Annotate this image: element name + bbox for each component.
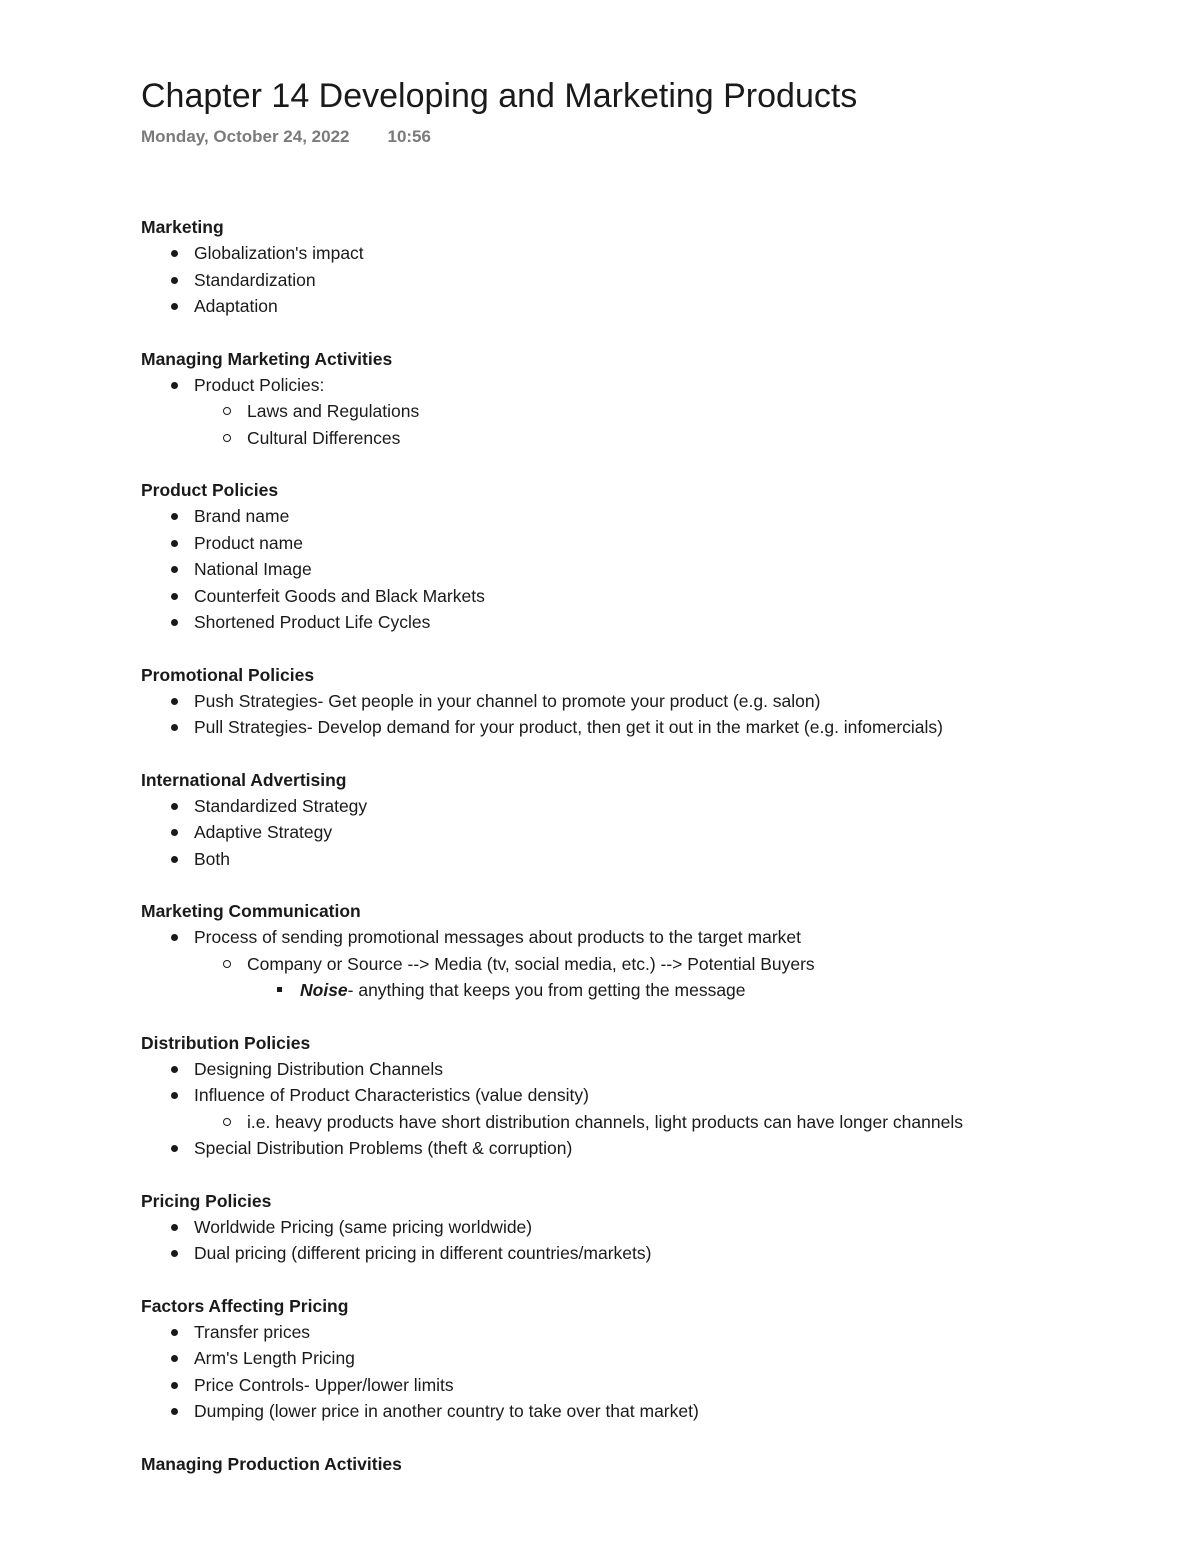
section-heading: Factors Affecting Pricing: [141, 1295, 349, 1316]
list-item: [141, 924, 1141, 1004]
section-heading: Managing Production Activities: [141, 1453, 402, 1474]
list-item: Standardized Strategy: [141, 793, 1141, 820]
section-marketing: [141, 214, 1141, 320]
list-item: Shortened Product Life Cycles: [141, 609, 1141, 636]
bullet-list: [141, 793, 1141, 873]
list-item: Adaptation: [141, 293, 1141, 320]
term-noise: Noise: [300, 980, 348, 1000]
list-item: Adaptive Strategy: [141, 819, 1141, 846]
list-item: Product name: [141, 530, 1141, 557]
bullet-list: [141, 1056, 1141, 1162]
list-item: Price Controls- Upper/lower limits: [141, 1372, 1141, 1399]
list-item: Both: [141, 846, 1141, 873]
sub-bullet-list: [194, 398, 1141, 451]
section-product-policies: [141, 477, 1141, 636]
section-heading: Managing Marketing Activities: [141, 348, 393, 369]
list-item: Special Distribution Problems (theft & corruption): [141, 1135, 1141, 1162]
term-definition: - anything that keeps you from getting the message: [347, 980, 746, 1000]
list-item: National Image: [141, 556, 1141, 583]
section-heading: Pricing Policies: [141, 1190, 272, 1211]
list-item: [141, 1082, 1141, 1135]
sub-sub-bullet-list: [247, 977, 1141, 1004]
section-pricing-policies: [141, 1188, 1141, 1267]
section-heading: Marketing: [141, 217, 224, 237]
list-item: Standardization: [141, 267, 1141, 294]
list-item: Arm's Length Pricing: [141, 1345, 1141, 1372]
notes-content: [141, 214, 1141, 1477]
section-international-advertising: [141, 767, 1141, 873]
section-distribution-policies: [141, 1030, 1141, 1162]
bullet-list: [141, 503, 1141, 636]
list-item: Counterfeit Goods and Black Markets: [141, 583, 1141, 610]
bullet-list: [141, 1214, 1141, 1267]
list-item: [141, 372, 1141, 452]
list-item-text: Product Policies:: [194, 374, 325, 395]
list-item: Globalization's impact: [141, 240, 1141, 267]
page-date: Monday, October 24, 2022: [141, 127, 350, 146]
section-heading: Promotional Policies: [141, 664, 315, 685]
section-managing-production: [141, 1451, 1141, 1477]
section-promotional-policies: [141, 662, 1141, 741]
list-item: Push Strategies- Get people in your channel to promote your product (e.g. salon): [141, 688, 1141, 715]
list-item: [247, 977, 1141, 1004]
list-item: [194, 951, 1141, 1004]
bullet-list: [141, 240, 1141, 320]
section-heading: International Advertising: [141, 769, 347, 790]
sub-bullet-list: [194, 1109, 1141, 1136]
list-item: Cultural Differences: [194, 425, 1141, 452]
list-item: Worldwide Pricing (same pricing worldwide): [141, 1214, 1141, 1241]
list-item: Dual pricing (different pricing in different countries/markets): [141, 1240, 1141, 1267]
list-item-text: Process of sending promotional messages about products to the target market: [194, 927, 801, 947]
list-item-text: Company or Source --> Media (tv, social media, etc.) --> Potential Buyers: [247, 953, 815, 974]
bullet-list: [141, 924, 1141, 1004]
list-item: Brand name: [141, 503, 1141, 530]
bullet-list: [141, 1319, 1141, 1425]
list-item: Transfer prices: [141, 1319, 1141, 1346]
bullet-list: [141, 688, 1141, 741]
list-item: Pull Strategies- Develop demand for your product, then get it out in the market (e.g. infomercials): [141, 714, 1141, 741]
section-marketing-communication: [141, 898, 1141, 1004]
sub-bullet-list: [194, 951, 1141, 1004]
section-factors-affecting-pricing: [141, 1293, 1141, 1425]
bullet-list: [141, 372, 1141, 452]
section-heading: Product Policies: [141, 480, 279, 500]
page-timestamp: [141, 126, 1141, 148]
page-time: 10:56: [387, 127, 431, 146]
list-item-text: Influence of Product Characteristics (value density): [194, 1085, 589, 1105]
page-title: Chapter 14 Developing and Marketing Products: [141, 77, 858, 115]
list-item: Laws and Regulations: [194, 398, 1141, 425]
section-heading: Marketing Communication: [141, 901, 361, 921]
list-item: Dumping (lower price in another country to take over that market): [141, 1398, 1141, 1425]
document-page: [141, 74, 1141, 1503]
list-item: i.e. heavy products have short distribution channels, light products can have longer channels: [194, 1109, 1141, 1136]
section-managing-marketing: [141, 346, 1141, 452]
section-heading: Distribution Policies: [141, 1032, 311, 1053]
list-item: Designing Distribution Channels: [141, 1056, 1141, 1083]
